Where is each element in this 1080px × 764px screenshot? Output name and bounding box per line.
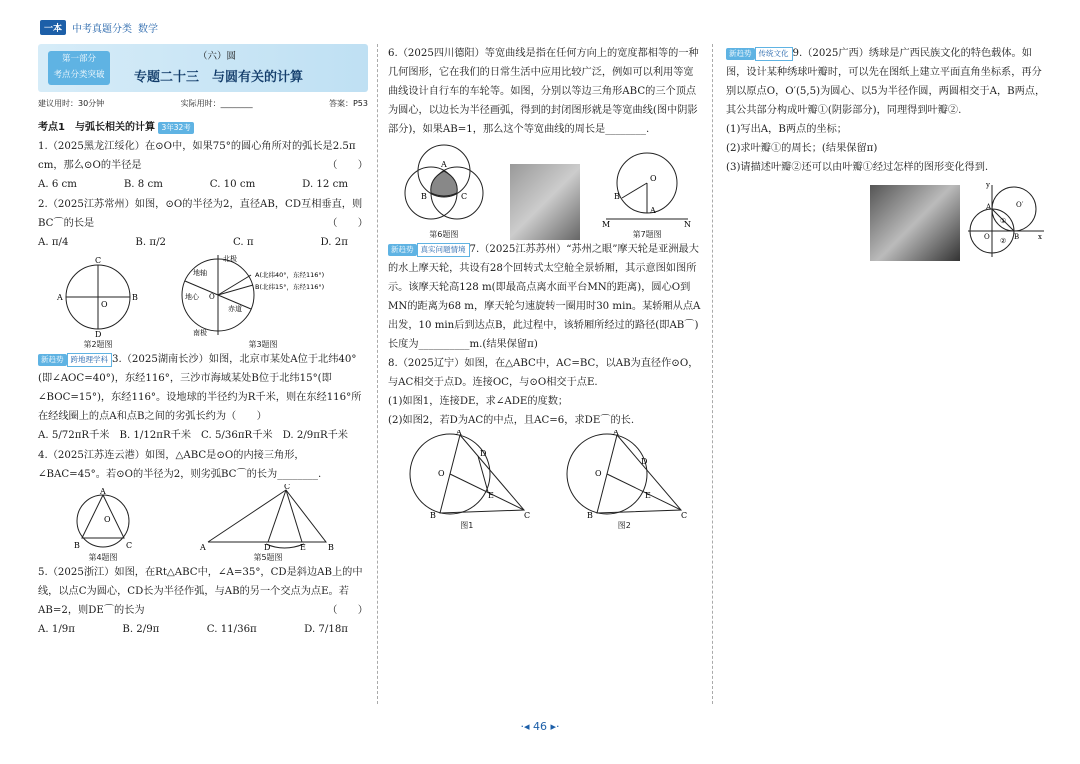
fig3-label-axis: 地轴 (193, 269, 207, 277)
figure-3-svg (173, 253, 353, 337)
q9-tag-topic: 传统文化 (755, 47, 793, 61)
fig4-caption: 第4题图 (88, 553, 118, 562)
figure-2 (53, 257, 143, 350)
q3-option-a: A. 5/72πR千米 (38, 430, 110, 441)
fig2-label-a: A (57, 293, 63, 302)
figure-5 (198, 484, 338, 563)
fig4-label-c: C (126, 541, 133, 550)
series-name: 中考真题分类 (72, 24, 133, 35)
fig9-label-o: O (984, 233, 990, 241)
fig9-circle-o-prime (992, 187, 1036, 231)
figure-8b-svg (559, 430, 689, 518)
fig8b-label-a: A (613, 430, 620, 437)
q2-option-d: D. 2π (320, 237, 348, 248)
fig4-label-b: B (74, 541, 80, 550)
q5-option-d: D. 7/18π (304, 624, 348, 635)
part-badge (48, 51, 110, 85)
fig2-label-d: D (95, 330, 102, 337)
q1-option-c: C. 10 cm (209, 179, 256, 190)
figures-8 (388, 430, 703, 531)
fig6-label-c: C (460, 192, 467, 201)
fig2-label-b: B (132, 293, 138, 302)
fig5-label-a: A (200, 543, 206, 550)
figure-9-row (726, 181, 1046, 261)
figure-4 (68, 488, 138, 563)
fig6-shaded-curve (431, 171, 457, 196)
fig8a-label-c: C (523, 511, 530, 518)
fig4-label-o: O (104, 515, 111, 524)
q3-tag-trend: 新趋势 (38, 354, 67, 366)
q9-text: 9.（2025广西）绣球是广西民族文化的特色载体。如图，设计某种绣球叶瓣时，可以先在图纸上建立平面直角坐标系，再分别以原点O，O′(5,5)为圆心、以5为半径作圆，两圆相交于A，B两点，其公共部分构成叶瓣①(阴影部分)，同理得到叶瓣②. (726, 48, 1046, 116)
subject-name: 数学 (138, 24, 159, 35)
fig8a-label-o: O (437, 469, 445, 478)
figures-6-7 (388, 143, 703, 240)
figure-8a (402, 430, 532, 531)
fig9-label-petal-2: ② (1000, 237, 1007, 245)
fig9-label-y: y (986, 181, 990, 189)
page-number-value: 46 (533, 720, 547, 733)
fig8a-label-d: D (479, 449, 487, 458)
fig2-label-o: O (101, 300, 108, 309)
fig3-label-o: O (209, 293, 215, 301)
fig5-caption: 第5题图 (253, 553, 283, 562)
q1-option-b: B. 8 cm (123, 179, 163, 190)
q9-tag-trend: 新趋势 (726, 48, 755, 60)
q3-option-b: B. 1/12πR千米 (119, 430, 192, 441)
figure-2-svg (53, 257, 143, 337)
q2-option-c: C. π (232, 237, 254, 248)
fig8b-caption: 图2 (617, 521, 631, 530)
q3-tag-topic: 跨地理学科 (67, 353, 113, 367)
fig8b-label-c: C (681, 511, 688, 518)
q5-options (38, 620, 368, 640)
figure-7 (602, 147, 692, 240)
fig5-arc (266, 544, 304, 548)
q7-tag-trend: 新趋势 (388, 244, 417, 256)
fig5-label-d: D (264, 543, 271, 550)
fig5-triangle (208, 490, 326, 542)
fig3-caption: 第3题图 (248, 340, 278, 349)
fig5-radius (286, 490, 302, 542)
figure-6-svg (399, 143, 489, 227)
fig5-label-c: C (284, 484, 291, 491)
fig7-label-n: N (684, 220, 692, 227)
figure-5-svg (198, 484, 338, 550)
q5-option-a: A. 1/9π (38, 624, 75, 635)
column-divider-2 (712, 44, 713, 704)
fig7-label-a: A (650, 206, 656, 215)
q5-bracket: （ ） (327, 605, 368, 616)
q3-options (38, 426, 368, 446)
fig5-median (268, 490, 286, 542)
question-5 (38, 563, 368, 620)
top-bar (40, 20, 158, 35)
q7-tag-topic: 真实问题情境 (417, 243, 470, 257)
q1-bracket: （ ） (327, 160, 368, 171)
fig7-radius-b (622, 183, 647, 198)
figure-6 (399, 143, 489, 240)
q1-text: 1.（2025黑龙江绥化）在⊙O中，如果75°的圆心角所对的弧长是2.5π cm，那么⊙O的半径是 (38, 141, 356, 171)
question-4: 4.（2025江苏连云港）如图，△ABC是⊙O的内接三角形，∠BAC=45°。若⊙O的半径为2，则劣弧BC⌒的长为________. (38, 450, 322, 480)
q2-bracket: （ ） (327, 218, 368, 229)
brand-logo: 一本 (40, 20, 66, 35)
fig4-circle (77, 495, 129, 547)
figure-7-svg (602, 147, 692, 227)
fig3-label-south: 南极 (193, 329, 207, 337)
q5-option-b: B. 2/9π (122, 624, 160, 635)
q3-option-c: C. 5/36πR千米 (201, 430, 273, 441)
fig5-label-b: B (328, 543, 334, 550)
figure-4-svg (68, 488, 138, 550)
question-7 (388, 240, 703, 354)
fig8b-label-o: O (595, 469, 602, 478)
fig8a-label-e: E (487, 491, 494, 500)
fig3-label-b: B(北纬15°，东经116°) (255, 283, 325, 291)
knowledge-point-1 (38, 119, 368, 137)
fig8a-caption: 图1 (460, 521, 474, 530)
fig4-label-a: A (100, 488, 106, 496)
fig8b-line-oc (607, 474, 681, 510)
fig8b-triangle (597, 435, 681, 513)
fig5-label-e: E (300, 543, 306, 550)
fig6-label-a: A (440, 160, 447, 169)
part-sub-label: 考点分类突破 (53, 70, 105, 80)
fig3-label-center: 地心 (185, 293, 199, 301)
column-divider-1 (377, 44, 378, 704)
question-9 (726, 44, 1046, 120)
actual-time: 实际用时：________ (180, 99, 253, 108)
fig9-label-b: B (1014, 233, 1020, 241)
fig2-label-c: C (95, 257, 102, 265)
fig3-ray-a (218, 275, 251, 295)
fig8a-label-a: A (455, 430, 462, 437)
question-8: 8.（2025辽宁）如图，在△ABC中，AC=BC，以AB为直径作⊙O，与AC相交于点D。连接OC，与⊙O相交于点E. (388, 358, 699, 388)
question-9-part-1: (1)写出A，B两点的坐标； (726, 124, 847, 135)
fig2-caption: 第2题图 (83, 340, 113, 349)
fig8b-label-d: D (641, 457, 648, 466)
column-right (726, 44, 1046, 724)
embroidered-ball-photo (870, 185, 960, 261)
fig3-label-north: 北极 (223, 255, 237, 263)
q5-text: 5.（2025浙江）如图，在Rt△ABC中，∠A=35°，CD是斜边AB上的中线，以点C为圆心，CD长为半径作弧，与AB的另一个交点为点E。若AB=2，则DE⌒的长为 (38, 567, 363, 616)
question-2 (38, 195, 368, 233)
suggested-time: 建议用时：30分钟 (38, 99, 105, 108)
q1-options (38, 175, 368, 195)
column-left (38, 44, 368, 724)
q2-text: 2.（2025江苏常州）如图，⊙O的半径为2，直径AB，CD互相垂直，则BC⌒的长是 (38, 199, 363, 229)
question-9-part-2: (2)求叶瓣①的周长；(结果保留π) (726, 143, 878, 154)
kp-label: 考点1 与弧长相关的计算 (38, 122, 155, 133)
figures-4-5 (38, 484, 368, 563)
figure-8a-svg (402, 430, 532, 518)
fig7-label-b: B (614, 192, 621, 201)
fig8a-line-oc (450, 474, 524, 510)
question-9-part-3: (3)请描述叶瓣②还可以由叶瓣①经过怎样的图形变化得到. (726, 162, 989, 173)
fig9-label-x: x (1038, 233, 1042, 241)
figure-8b (559, 430, 689, 531)
q1-option-d: D. 12 cm (302, 179, 348, 190)
section-header (38, 44, 368, 92)
fig8a-label-b: B (429, 511, 436, 518)
unit-label: （六）圆 (198, 51, 237, 62)
part-label: 第一部分 (61, 54, 96, 64)
meta-row (38, 98, 368, 109)
fig8b-label-b: B (587, 511, 594, 518)
fig8b-label-e: E (645, 491, 652, 500)
question-8-part-2: (2)如图2，若D为AC的中点，且AC=6，求DE⌒的长. (388, 415, 635, 426)
page-title: 专题二十三 与圆有关的计算 (134, 70, 304, 85)
q2-option-a: A. π/4 (38, 237, 69, 248)
answer-ref: 答案：P53 (328, 99, 368, 108)
question-6: 6.（2025四川德阳）等宽曲线是指在任何方向上的宽度都相等的一种几何图形，它在我们的日常生活中应用比较广泛，例如可以利用等宽曲线设计自行车的车轮等。如图，分别以等边三角形ABC的三个顶点为圆心，以边长为半径画弧，得到的封闭图形就是等宽曲线(图中阴影部分)，如果AB=1，那么这个等宽曲线的周长是________. (388, 48, 699, 135)
column-middle (388, 44, 703, 724)
page-number: ·◂ 46 ▸· (520, 720, 560, 733)
question-8-part-1: (1)如图1，连接DE，求∠ADE的度数； (388, 396, 569, 407)
fig7-label-o: O (650, 174, 657, 183)
q3-text: 3.（2025湖南长沙）如图，北京市某处A位于北纬40°(即∠AOC=40°)，东经116°，三沙市海域某处B位于北纬15°(即∠BOC=15°)，东经116°。设地球的半径约为R千米，则在东经116°所在经线圈上的点A和点B之间的劣弧长约为（ ） (38, 354, 362, 422)
fig9-label-a: A (986, 203, 992, 211)
q2-option-b: B. π/2 (135, 237, 166, 248)
q2-options (38, 233, 368, 253)
figure-9-svg (966, 181, 1046, 261)
question-1 (38, 137, 368, 175)
fig6-label-b: B (420, 192, 427, 201)
fig7-caption: 第7题图 (632, 230, 662, 239)
fig3-label-a: A(北纬40°，东经116°) (255, 271, 325, 279)
fig4-triangle (82, 495, 124, 538)
q7-text: 7.（2025江苏苏州）“苏州之眼”摩天轮是亚洲最大的水上摩天轮，共设有28个回转式太空舱全景轿厢，其示意图如图所示。该摩天轮高128 m(即最高点离水面平台MN的距离)，圆心O到MN的距离为68 m，摩天轮匀速旋转一圈用时30 min。某轿厢从点A出发，10 min后到达点B，此过程中，该轿厢所经过的路径(即AB⌒)长度为__________m.(结果保留π) (388, 244, 701, 350)
fig8a-triangle (437, 435, 524, 513)
ferris-wheel-photo (510, 164, 580, 240)
figure-3 (173, 253, 353, 350)
q1-option-a: A. 6 cm (38, 179, 77, 190)
q5-option-c: C. 11/36π (206, 624, 257, 635)
figures-2-3 (38, 253, 368, 350)
kp-tag: 3年32考 (158, 122, 193, 134)
fig6-caption: 第6题图 (429, 230, 459, 239)
fig7-label-m: M (602, 220, 611, 227)
fig3-ray-b (218, 285, 253, 295)
q3-option-d: D. 2/9πR千米 (282, 430, 348, 441)
fig9-label-o-prime: O′ (1016, 201, 1024, 209)
question-3 (38, 350, 368, 426)
fig3-label-equator: 赤道 (228, 305, 242, 313)
fig9-label-petal-1: ① (1000, 217, 1007, 225)
